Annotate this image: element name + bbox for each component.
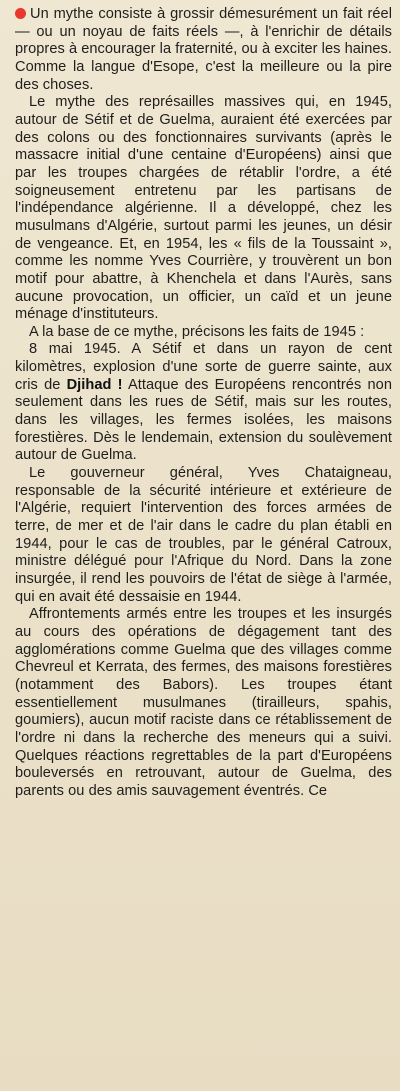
myth-paragraph	[15, 94, 392, 324]
intro-paragraph	[15, 6, 392, 94]
djihad-emphasis: Djihad !	[66, 376, 123, 393]
intro-text: Un mythe consiste à grossir démesurément un fait réel — ou un noyau de faits réels —, à l'enrichir de détails propres à encourager la fraternité, ou à exciter les haines. Comme la langue d'Esope, c'est la meilleure ou la pire des choses.	[15, 6, 392, 93]
red-bullet-icon	[15, 8, 26, 19]
facts-intro-paragraph	[15, 324, 392, 342]
facts-intro-text: A la base de ce mythe, précisons les faits de 1945 :	[29, 323, 365, 340]
may-1945-paragraph	[15, 341, 392, 465]
may-1945-text-before: 8 mai 1945. A Sétif et dans un rayon de cent kilomètres, explosion d'une sorte de guerre sainte, aux cris de	[15, 341, 392, 393]
governor-text: Le gouverneur général, Yves Chataigneau, responsable de la sécurité intérieure et extérieure de l'Algérie, requiert l'intervention des forces armées de terre, de mer et de l'air dans le cadre du plan établi en 1944, pour le cas de troubles, par le général Catroux, ministre délégué pour l'Afrique du Nord. Dans la zone insurgée, il rend les pouvoirs de l'état de siège à l'armée, qui en avait été dessaisie en 1944.	[15, 465, 392, 605]
may-1945-text-after: Attaque des Européens rencontrés non seulement dans les rues de Sétif, mais sur les routes, dans les villages, les fermes isolées, les maisons forestières. Dès le lendemain, extension du soulèvement autour de Guelma.	[15, 376, 392, 464]
myth-text: Le mythe des représailles massives qui, en 1945, autour de Sétif et de Guelma, auraient été exercées par des colons ou des fonctionnaires survivants (après le massacre initial d'une centaine d'Européens) ainsi que par les troupes chargées de rétablir l'ordre, a été soigneusement entretenu par les partisans de l'indépendance algérienne. Il a développé, chez les musulmans d'Algérie, surtout parmi les jeunes, un désir de vengeance. Et, en 1954, les « fils de la Toussaint », comme les nomme Yves Courrière, y trouvèrent un bon motif pour abattre, à Khenchela et dans l'Aurès, sans aucune provocation, un officier, un caïd et un jeune ménage d'instituteurs.	[15, 94, 392, 323]
governor-paragraph	[15, 465, 392, 606]
clashes-paragraph	[15, 606, 392, 800]
clashes-text: Affrontements armés entre les troupes et les insurgés au cours des opérations de dégagement tant des agglomérations comme Guelma que des villages comme Chevreul et Kerrata, des fermes, des maisons forestières (notamment des Babors). Les troupes étant essentiellement musulmanes (tirailleurs, spahis, goumiers), aucun motif raciste dans ce rétablissement de l'ordre ni dans la recherche des meneurs qui a suivi. Quelques réactions regrettables de la part d'Européens bouleversés en retrouvant, autour de Guelma, des parents ou des amis sauvagement éventrés. Ce	[15, 606, 392, 799]
